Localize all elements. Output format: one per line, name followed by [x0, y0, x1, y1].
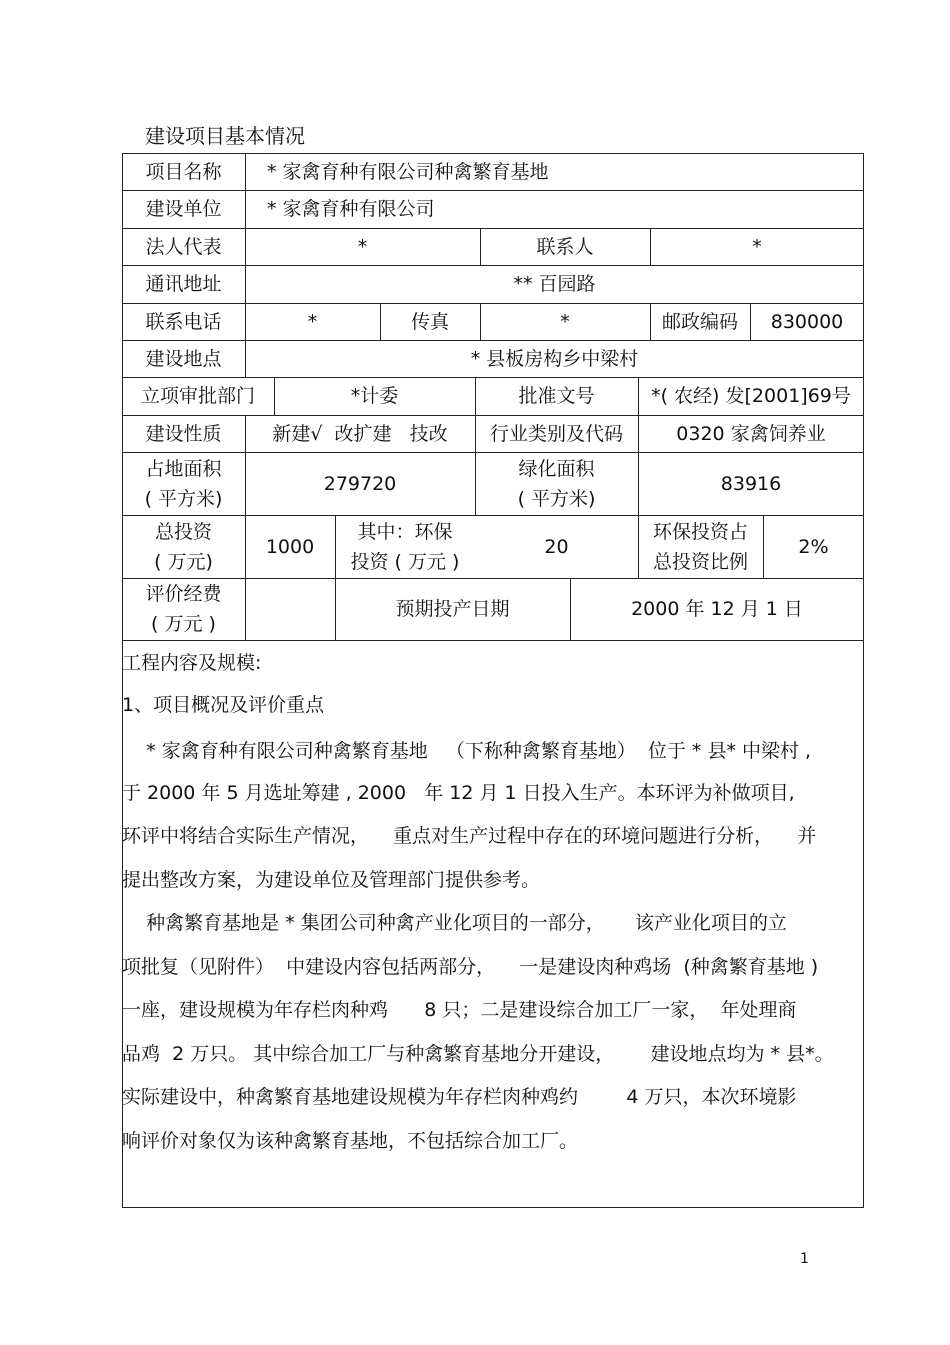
ratio-value: 2% — [798, 535, 829, 558]
page-number: 1 — [800, 1251, 809, 1267]
body-line: 实际建设中，种禽繁育基地建设规模为年存栏肉种鸡约 4 万只，本次环境影 — [122, 1086, 797, 1108]
phone-value: * — [307, 310, 318, 333]
body-line: 于 2000 年 5 月选址筹建 , 2000 年 12 月 1 日投入生产。本环评为补做项目, — [122, 782, 795, 804]
ratio-label — [638, 515, 763, 578]
approval-dept-value: *计委 — [350, 385, 399, 407]
approval-no-value: *( 农经) 发[2001]69号 — [651, 385, 851, 407]
fee-label-line1: 评价经费 — [145, 583, 222, 605]
postcode-label: 邮政编码 — [661, 310, 738, 333]
fax-value: * — [560, 310, 570, 333]
fee-value — [245, 578, 335, 640]
green-label-line1: 绿化面积 — [518, 457, 595, 480]
ratio-label-line2: 总投资比例 — [652, 550, 748, 573]
fax-label: 传真 — [410, 310, 449, 333]
area-label-line2: ( 平方米) — [144, 487, 223, 510]
env-invest-label-line1: 其中：环保 — [357, 520, 453, 543]
env-invest-value: 20 — [544, 535, 569, 558]
industry-label: 行业类别及代码 — [489, 422, 623, 445]
fee-label-line2: ( 万元 ) — [151, 613, 216, 635]
invest-label-line1: 总投资 — [154, 520, 212, 543]
env-invest-label-line2: 投资 ( 万元 ) — [350, 550, 460, 573]
body-line: 环评中将结合实际生产情况， 重点对生产过程中存在的环境问题进行分析， 并 — [122, 825, 817, 847]
body-line: 种禽繁育基地是 * 集团公司种禽产业化项目的一部分， 该产业化项目的立 — [122, 912, 787, 934]
body-line: 一座，建设规模为年存栏肉种鸡 8 只；二是建设综合加工厂一家， 年处理商 — [122, 999, 797, 1021]
postcode-value: 830000 — [770, 310, 844, 333]
industry-value: 0320 家禽饲养业 — [676, 422, 826, 445]
project-name-label: 项目名称 — [145, 160, 222, 183]
ratio-label-line1: 环保投资占 — [652, 520, 748, 543]
contact-label: 联系人 — [536, 235, 594, 258]
body-line: 品鸡 2 万只。 其中综合加工厂与种禽繁育基地分开建设， 建设地点均为 * 县*。 — [122, 1043, 834, 1065]
address-value: ** 百园路 — [513, 273, 596, 295]
green-value: 83916 — [720, 472, 782, 495]
date-value: 2000 年 12 月 1 日 — [631, 598, 803, 620]
builder-value: * 家禽育种有限公司 — [267, 198, 435, 220]
page-title: 建设项目基本情况 — [145, 124, 305, 148]
invest-label — [122, 515, 245, 578]
contact-value: * — [752, 235, 762, 258]
invest-label-line2: ( 万元) — [154, 550, 213, 573]
area-label — [122, 452, 245, 515]
nature-value: 新建√ 改扩建 技改 — [272, 422, 448, 445]
invest-value: 1000 — [265, 535, 315, 558]
row-divider — [122, 640, 864, 641]
body-line: 响评价对象仅为该种禽繁育基地，不包括综合加工厂。 — [122, 1130, 579, 1152]
green-label-line2: ( 平方米) — [517, 487, 596, 510]
fee-label — [122, 578, 245, 640]
nature-label: 建设性质 — [145, 422, 222, 445]
project-name-value: * 家禽育种有限公司种禽繁育基地 — [267, 160, 549, 183]
location-value: * 县板房构乡中梁村 — [470, 347, 639, 370]
approval-dept-label: 立项审批部门 — [140, 385, 255, 407]
area-value: 279720 — [323, 472, 397, 495]
builder-label: 建设单位 — [145, 198, 222, 220]
section-subheading: 1、项目概况及评价重点 — [122, 694, 325, 716]
address-label: 通讯地址 — [145, 273, 222, 295]
green-label — [475, 452, 638, 515]
area-label-line1: 占地面积 — [145, 457, 222, 480]
legal-rep-label: 法人代表 — [145, 235, 222, 258]
location-label: 建设地点 — [145, 347, 222, 370]
body-line: 提出整改方案，为建设单位及管理部门提供参考。 — [122, 869, 541, 891]
date-label: 预期投产日期 — [395, 598, 510, 620]
section-heading: 工程内容及规模: — [122, 652, 262, 674]
legal-rep-value: * — [357, 235, 368, 258]
phone-label: 联系电话 — [145, 310, 222, 333]
approval-no-label: 批准文号 — [518, 385, 595, 407]
env-invest-label — [335, 515, 475, 578]
body-line: * 家禽育种有限公司种禽繁育基地 （下称种禽繁育基地） 位于 * 县* 中梁村 , — [122, 740, 812, 762]
body-line: 项批复（见附件） 中建设内容包括两部分， 一是建设肉种鸡场 (种禽繁育基地 ) — [122, 956, 819, 978]
